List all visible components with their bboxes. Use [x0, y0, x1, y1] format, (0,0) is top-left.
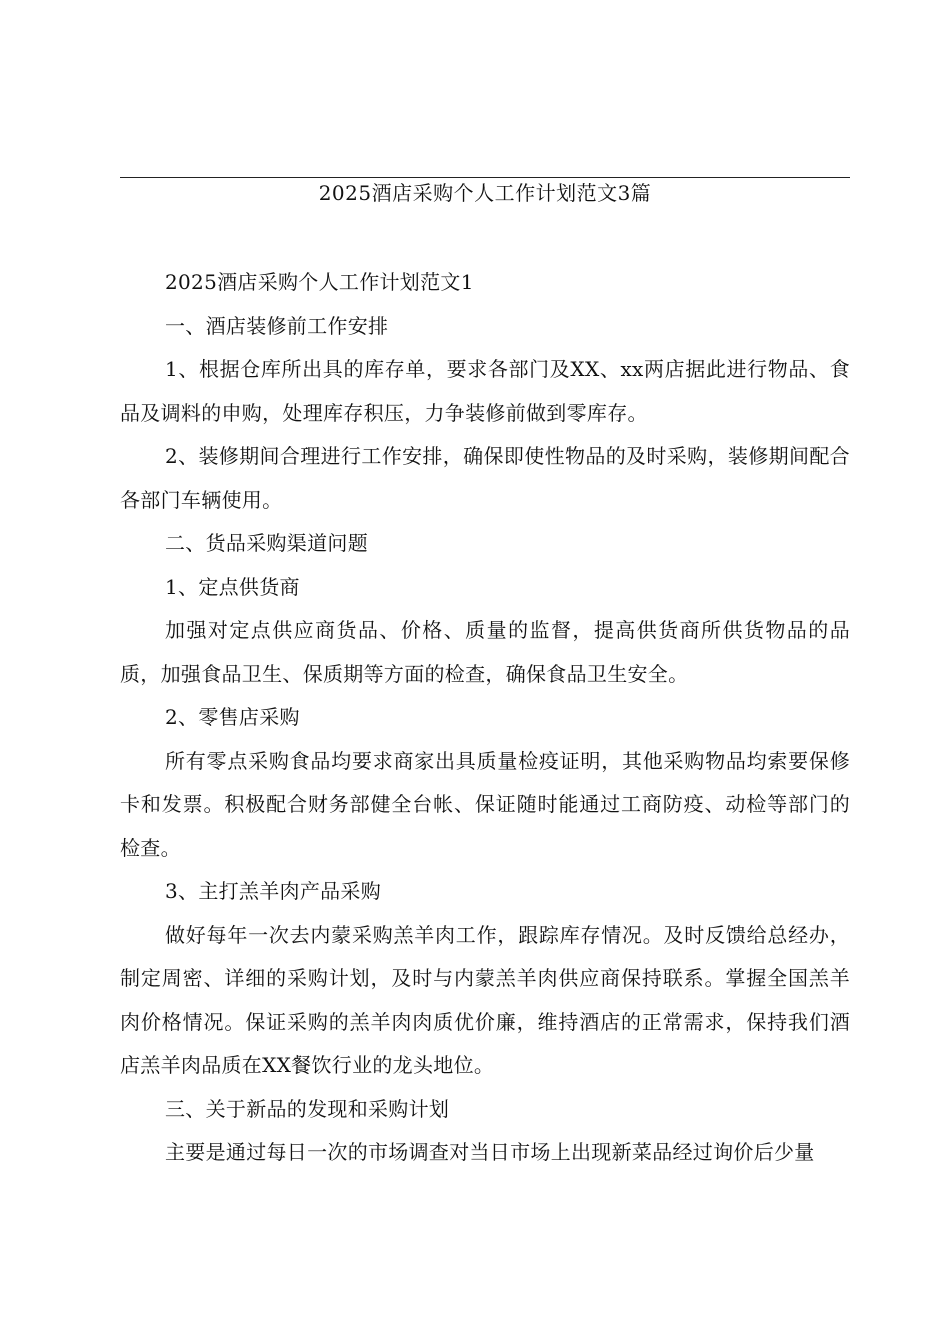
paragraph: 做好每年一次去内蒙采购羔羊肉工作，跟踪库存情况。及时反馈给总经办，制定周密、详细的采购计划，及时与内蒙羔羊肉供应商保持联系。掌握全国羔羊肉价格情况。保证采购的羔羊肉肉质优价廉，维持酒店的正常需求，保持我们酒店羔羊肉品质在XX餐饮行业的龙头地位。: [120, 922, 850, 1077]
paragraph: 主要是通过每日一次的市场调查对当日市场上出现新菜品经过询价后少量: [165, 1140, 815, 1164]
document-title: 2025酒店采购个人工作计划范文3篇: [318, 181, 652, 205]
section-heading-3: 三、关于新品的发现和采购计划: [165, 1096, 450, 1121]
section-heading-2: 二、货品采购渠道问题: [165, 531, 368, 555]
subheading: 3、主打羔羊肉产品采购: [165, 879, 382, 903]
section-heading-1: 一、酒店装修前工作安排: [165, 313, 389, 338]
subheading: 2、零售店采购: [165, 705, 300, 729]
subheading: 1、定点供货商: [165, 574, 300, 599]
paragraph-subtitle: 2025酒店采购个人工作计划范文1: [165, 270, 474, 294]
document-body: [120, 261, 850, 1175]
paragraph: 所有零点采购食品均要求商家出具质量检疫证明，其他采购物品均索要保修卡和发票。积极配合财务部健全台帐、保证随时能通过工商防疫、动检等部门的检查。: [120, 748, 850, 860]
paragraph: 1、根据仓库所出具的库存单，要求各部门及XX、xx两店据此进行物品、食品及调料的申购，处理库存积压，力争装修前做到零库存。: [120, 357, 850, 425]
paragraph: 2、装修期间合理进行工作安排，确保即使性物品的及时采购，装修期间配合各部门车辆使用。: [120, 444, 850, 512]
paragraph: 加强对定点供应商货品、价格、质量的监督，提高供货商所供货物品的品质，加强食品卫生、保质期等方面的检查，确保食品卫生安全。: [120, 618, 850, 686]
